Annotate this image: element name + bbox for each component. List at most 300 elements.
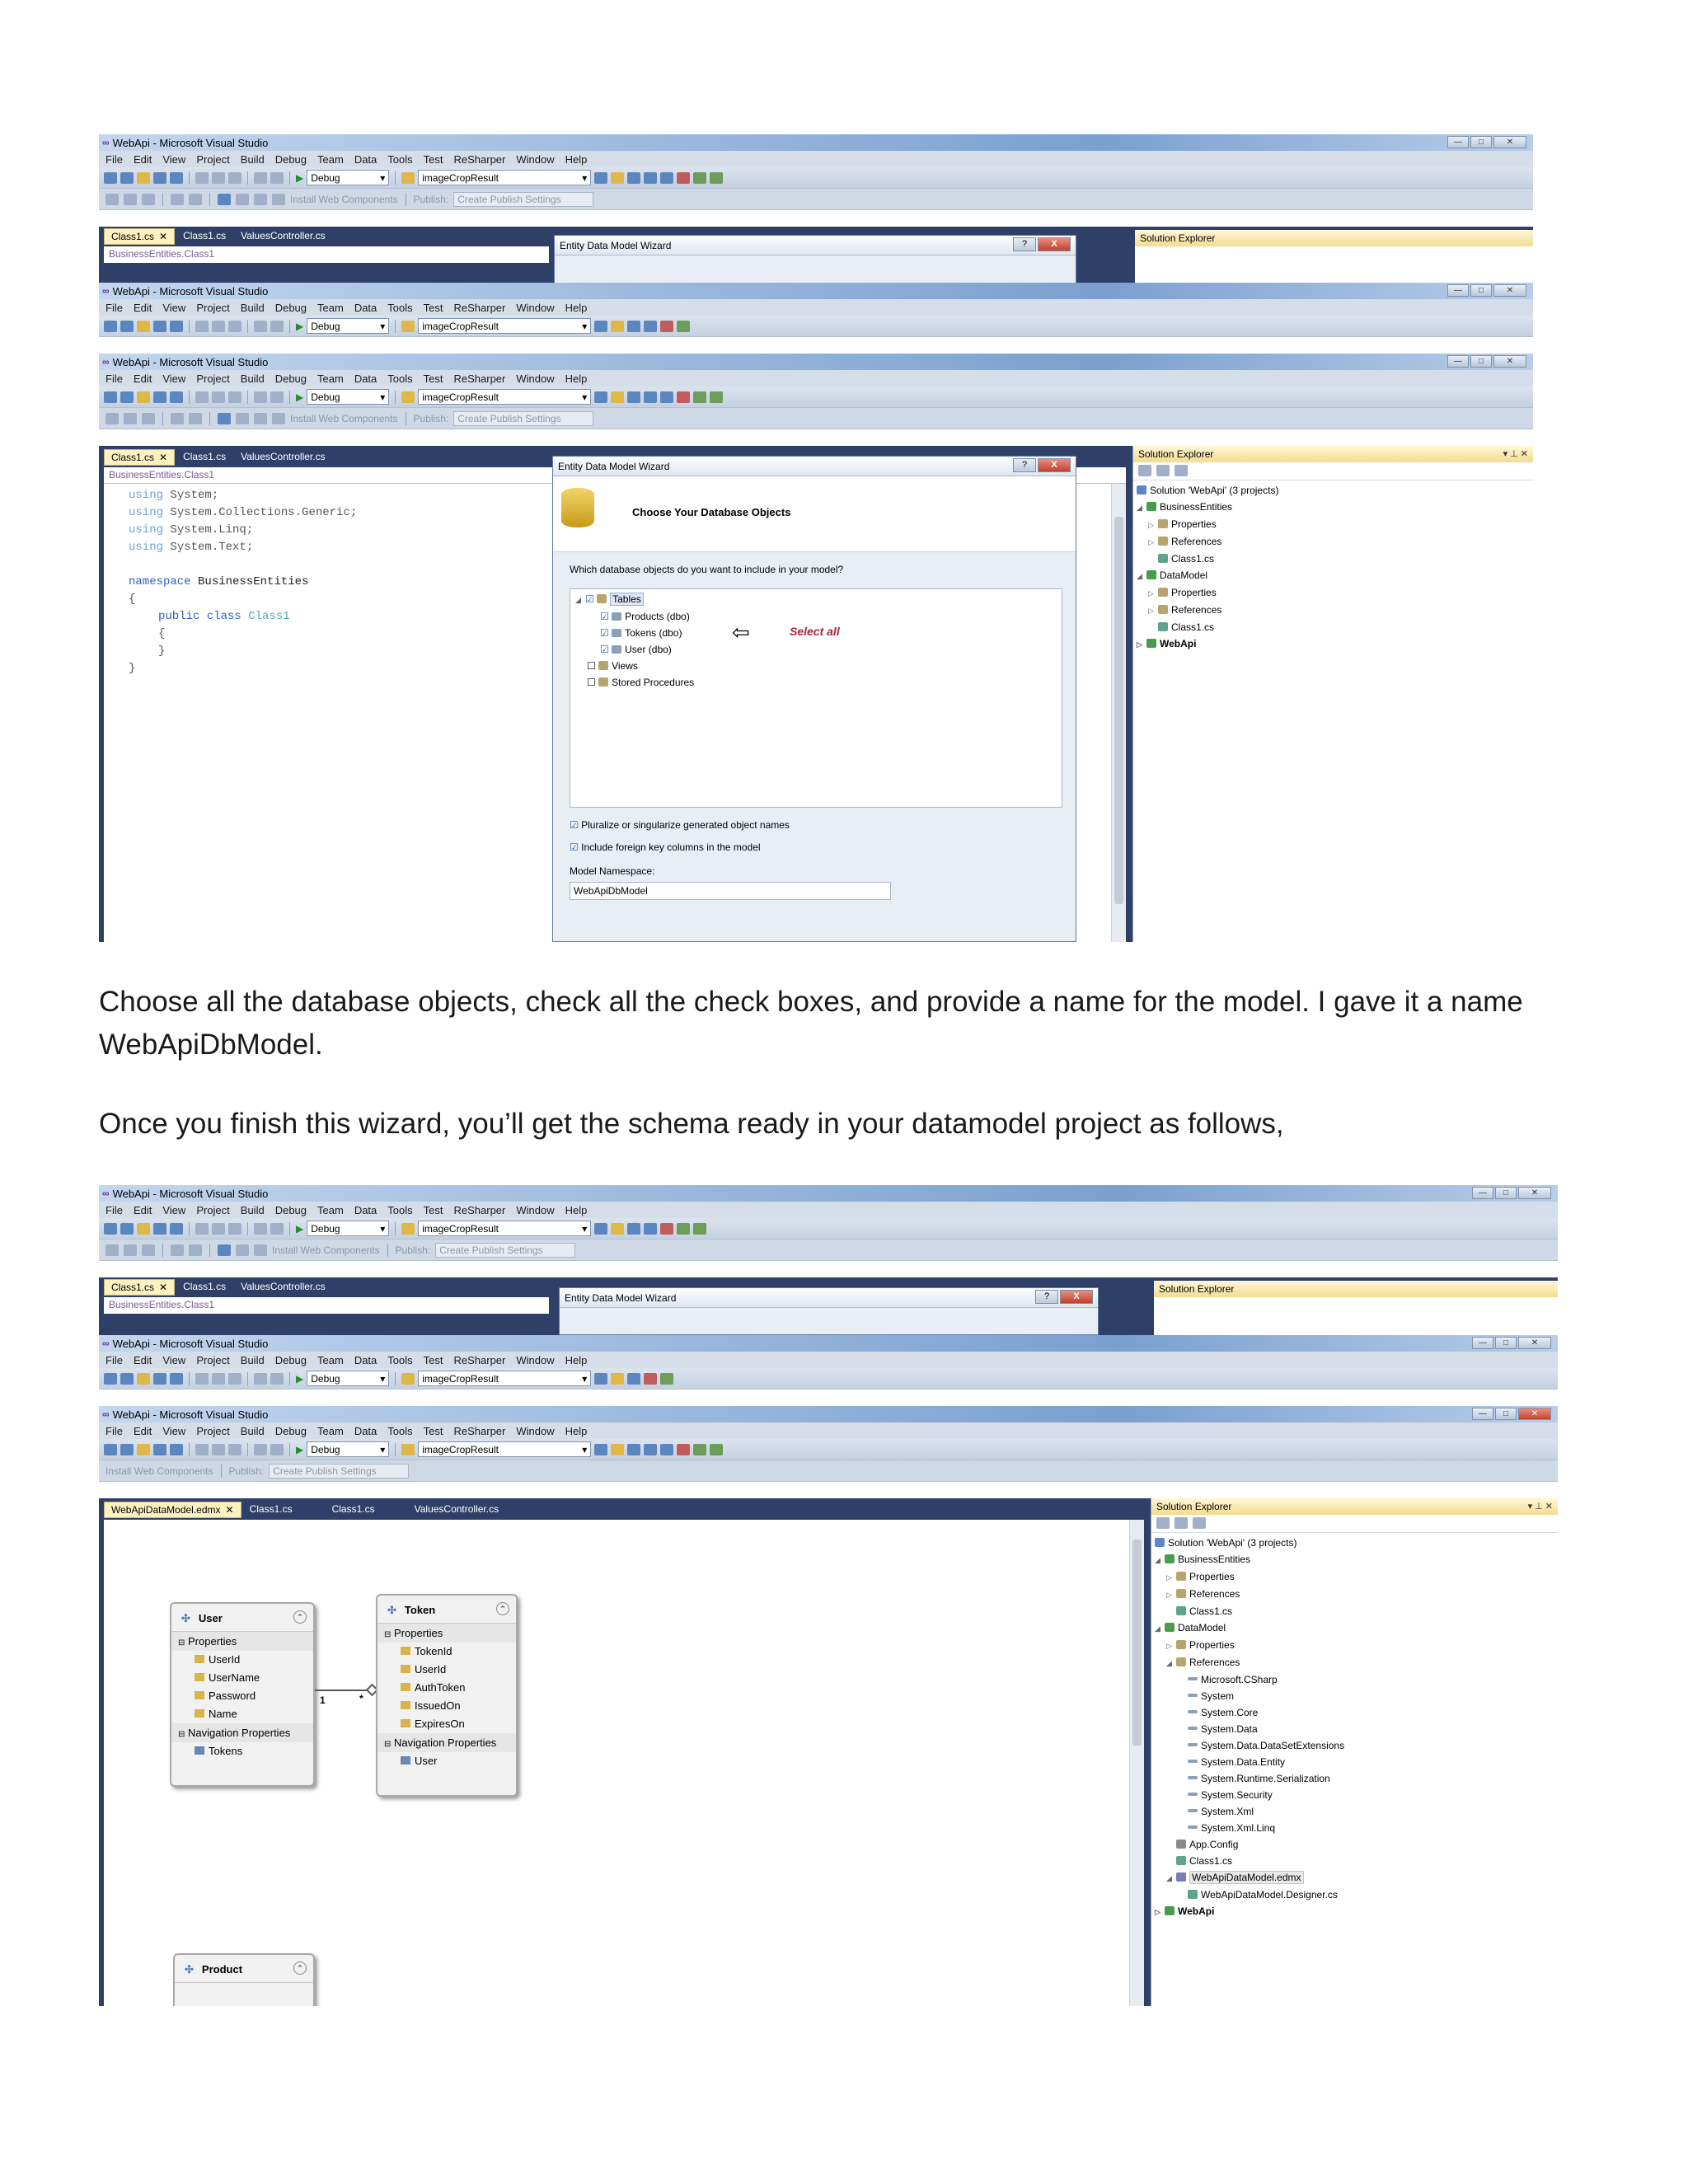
navigation-property[interactable]: User <box>377 1752 516 1770</box>
tab-class1-a[interactable]: Class1.cs ✕ <box>104 1279 175 1296</box>
toolbar-icon[interactable] <box>254 194 267 205</box>
menu-edit[interactable]: Edit <box>133 1424 152 1437</box>
menu-project[interactable]: Project <box>196 1353 230 1366</box>
menu-help[interactable]: Help <box>565 1353 588 1366</box>
menu-build[interactable]: Build <box>240 1353 265 1366</box>
close-button[interactable]: X <box>1060 1290 1093 1304</box>
tree-item[interactable]: ◢ BusinessEntities <box>1137 501 1233 513</box>
help-button[interactable]: ? <box>1035 1290 1058 1304</box>
menu-test[interactable]: Test <box>423 1353 443 1366</box>
toolbar-icon[interactable] <box>142 1244 155 1256</box>
toolbar-icon[interactable] <box>660 391 673 403</box>
menu-debug[interactable]: Debug <box>274 1353 307 1366</box>
toolbar-icon[interactable] <box>677 1223 690 1235</box>
entity-property[interactable]: ExpiresOn <box>377 1715 516 1733</box>
tree-item[interactable]: System.Data.DataSetExtensions <box>1155 1737 1554 1754</box>
find-icon[interactable] <box>401 1444 415 1455</box>
menu-file[interactable]: File <box>106 372 123 385</box>
add-item-icon[interactable] <box>120 172 134 184</box>
config-combo[interactable]: Debug ▾ <box>307 1221 389 1236</box>
new-project-icon[interactable] <box>104 321 117 332</box>
navigation-property[interactable]: Tokens <box>171 1742 313 1760</box>
toolbar-icon[interactable] <box>254 413 267 424</box>
publish-combo[interactable]: Create Publish Settings <box>269 1464 409 1479</box>
new-project-icon[interactable] <box>104 1373 117 1385</box>
find-icon[interactable] <box>401 172 415 184</box>
tree-item[interactable]: Class1.cs <box>1155 1603 1554 1619</box>
entity-property[interactable]: UserName <box>171 1669 313 1687</box>
close-button[interactable]: X <box>1038 237 1071 251</box>
redo-icon[interactable] <box>270 1223 284 1235</box>
minimize-button[interactable]: — <box>1447 284 1469 297</box>
pluralize-checkbox[interactable]: ☑ Pluralize or singularize generated object names <box>570 819 790 831</box>
collapse-icon[interactable]: ⌃ <box>496 1602 509 1615</box>
paste-icon[interactable] <box>228 321 241 332</box>
copy-icon[interactable] <box>212 321 225 332</box>
toolbar-icon[interactable] <box>611 1373 624 1385</box>
find-combo[interactable]: imageCropResult ▾ <box>418 318 591 334</box>
menu-build[interactable]: Build <box>240 1424 265 1437</box>
menu-window[interactable]: Window <box>516 301 555 314</box>
paste-icon[interactable] <box>228 1444 241 1455</box>
config-combo[interactable]: Debug ▾ <box>307 318 389 334</box>
menu-test[interactable]: Test <box>423 1203 443 1216</box>
toolbar-icon[interactable] <box>171 413 184 424</box>
menu-view[interactable]: View <box>162 1203 186 1216</box>
tab-values-controller[interactable]: ValuesController.cs <box>241 451 326 462</box>
tab-class1-b[interactable]: Class1.cs <box>183 230 227 241</box>
menu-test[interactable]: Test <box>423 152 443 166</box>
toolbar-icon[interactable] <box>594 172 607 184</box>
menu-file[interactable]: File <box>106 1353 123 1366</box>
add-item-icon[interactable] <box>120 321 134 332</box>
undo-icon[interactable] <box>254 1223 267 1235</box>
menu-resharper[interactable]: ReSharper <box>453 152 506 166</box>
menu-data[interactable]: Data <box>354 372 377 385</box>
publish-combo[interactable]: Create Publish Settings <box>453 192 593 207</box>
minimize-button[interactable]: — <box>1472 1187 1493 1199</box>
tree-item[interactable]: ▷ References <box>1166 1588 1240 1600</box>
maximize-button[interactable]: □ <box>1495 1408 1517 1420</box>
pin-icon[interactable]: ▾ ⊥ ✕ <box>1527 1502 1553 1511</box>
toolbar-icon[interactable] <box>693 172 706 184</box>
toolbar-icon[interactable] <box>677 1444 690 1455</box>
menu-tools[interactable]: Tools <box>387 301 413 314</box>
menu-team[interactable]: Team <box>317 152 344 166</box>
toolbar-icon[interactable] <box>627 172 640 184</box>
config-combo[interactable]: Debug ▾ <box>307 1371 389 1386</box>
menu-resharper[interactable]: ReSharper <box>453 372 506 385</box>
toolbar-icon[interactable] <box>594 1223 607 1235</box>
menu-tools[interactable]: Tools <box>387 1424 413 1437</box>
tree-products[interactable]: Products (dbo) <box>625 611 690 622</box>
entity-property[interactable]: Password <box>171 1687 313 1705</box>
entity-property[interactable]: AuthToken <box>377 1679 516 1697</box>
paste-icon[interactable] <box>228 172 241 184</box>
toolbar-icon[interactable] <box>236 1244 249 1256</box>
menu-debug[interactable]: Debug <box>274 1203 307 1216</box>
collapse-icon[interactable]: ⌃ <box>293 1610 307 1624</box>
menu-tools[interactable]: Tools <box>387 152 413 166</box>
menu-help[interactable]: Help <box>565 301 588 314</box>
undo-icon[interactable] <box>254 1444 267 1455</box>
toolbar-icon[interactable] <box>189 194 202 205</box>
menu-project[interactable]: Project <box>196 1203 230 1216</box>
tree-item[interactable]: System.Xml <box>1155 1803 1554 1820</box>
toolbar-icon[interactable] <box>644 1223 657 1235</box>
start-debug-icon[interactable]: ▶ <box>296 1443 304 1455</box>
tree-item[interactable]: Class1.cs <box>1137 619 1530 635</box>
menu-view[interactable]: View <box>162 301 186 314</box>
entity-token[interactable] <box>376 1594 518 1797</box>
refresh-icon[interactable] <box>1193 1517 1206 1529</box>
menu-help[interactable]: Help <box>565 1203 588 1216</box>
toolbar-icon[interactable] <box>189 413 202 424</box>
collapse-icon[interactable]: ⌃ <box>293 1961 307 1975</box>
tree-item[interactable]: Solution 'WebApi' (3 projects) <box>1137 482 1530 499</box>
tree-item[interactable]: ◢ References <box>1166 1657 1240 1668</box>
copy-icon[interactable] <box>212 1223 225 1235</box>
tab-class1-a[interactable]: Class1.cs <box>249 1503 293 1515</box>
find-icon[interactable] <box>401 391 415 403</box>
toolbar-icon[interactable] <box>611 172 624 184</box>
save-all-icon[interactable] <box>170 172 183 184</box>
copy-icon[interactable] <box>212 172 225 184</box>
menu-team[interactable]: Team <box>317 1203 344 1216</box>
tree-item[interactable]: System <box>1155 1688 1554 1704</box>
edmx-designer[interactable] <box>104 1520 1144 2006</box>
toolbar-icon[interactable] <box>693 1223 706 1235</box>
install-web-components[interactable]: Install Web Components <box>290 412 398 424</box>
toolbar-icon[interactable] <box>106 413 119 424</box>
tree-item[interactable]: ▷ References <box>1148 604 1222 616</box>
toolbar-icon[interactable] <box>627 391 640 403</box>
toolbar-icon[interactable] <box>124 1244 137 1256</box>
paste-icon[interactable] <box>228 1223 241 1235</box>
menu-window[interactable]: Window <box>516 1203 555 1216</box>
tab-class1-b[interactable]: Class1.cs <box>183 1281 227 1292</box>
toolbar-icon[interactable] <box>644 321 657 332</box>
toolbar-icon[interactable] <box>611 391 624 403</box>
tree-item[interactable]: ◢ BusinessEntities <box>1155 1554 1251 1565</box>
tree-item[interactable]: WebApiDataModel.Designer.cs <box>1155 1886 1554 1903</box>
paste-icon[interactable] <box>228 391 241 403</box>
toolbar-icon[interactable] <box>660 321 673 332</box>
toolbar-icon[interactable] <box>171 1244 184 1256</box>
toolbar-icon[interactable] <box>106 194 119 205</box>
menu-data[interactable]: Data <box>354 1353 377 1366</box>
tree-item[interactable]: System.Data.Entity <box>1155 1754 1554 1770</box>
save-all-icon[interactable] <box>170 1444 183 1455</box>
undo-icon[interactable] <box>254 1373 267 1385</box>
menu-data[interactable]: Data <box>354 152 377 166</box>
pin-icon[interactable]: ▾ ⊥ ✕ <box>1503 449 1528 459</box>
close-window-button[interactable]: ✕ <box>1518 1408 1551 1420</box>
menu-help[interactable]: Help <box>565 372 588 385</box>
maximize-button[interactable]: □ <box>1470 284 1492 297</box>
refresh-icon[interactable] <box>1175 465 1188 476</box>
new-project-icon[interactable] <box>104 172 117 184</box>
open-icon[interactable] <box>137 321 150 332</box>
close-window-button[interactable]: ✕ <box>1518 1337 1551 1349</box>
menu-build[interactable]: Build <box>240 1203 265 1216</box>
new-project-icon[interactable] <box>104 1223 117 1235</box>
menu-test[interactable]: Test <box>423 372 443 385</box>
menu-data[interactable]: Data <box>354 1203 377 1216</box>
menu-build[interactable]: Build <box>240 301 265 314</box>
toolbar-icon[interactable] <box>236 413 249 424</box>
open-icon[interactable] <box>137 172 150 184</box>
tree-item[interactable]: System.Runtime.Serialization <box>1155 1770 1554 1787</box>
menu-view[interactable]: View <box>162 152 186 166</box>
tree-views[interactable]: Views <box>612 660 638 672</box>
add-item-icon[interactable] <box>120 1223 134 1235</box>
redo-icon[interactable] <box>270 1373 284 1385</box>
entity-property[interactable]: UserId <box>377 1661 516 1679</box>
new-project-icon[interactable] <box>104 1444 117 1455</box>
cut-icon[interactable] <box>195 172 209 184</box>
menu-tools[interactable]: Tools <box>387 1353 413 1366</box>
tree-item[interactable]: App.Config <box>1155 1836 1554 1853</box>
open-icon[interactable] <box>137 1373 150 1385</box>
cut-icon[interactable] <box>195 1223 209 1235</box>
toolbar-icon[interactable] <box>272 413 285 424</box>
toolbar-icon[interactable] <box>644 172 657 184</box>
maximize-button[interactable]: □ <box>1470 136 1492 148</box>
publish-combo[interactable]: Create Publish Settings <box>453 411 593 426</box>
find-combo[interactable]: imageCropResult ▾ <box>418 389 591 405</box>
toolbar-icon[interactable] <box>660 1444 673 1455</box>
cut-icon[interactable] <box>195 1444 209 1455</box>
tree-item[interactable]: Solution 'WebApi' (3 projects) <box>1155 1535 1554 1551</box>
toolbar-icon[interactable] <box>627 1223 640 1235</box>
maximize-button[interactable]: □ <box>1495 1337 1517 1349</box>
menu-help[interactable]: Help <box>565 1424 588 1437</box>
tree-item[interactable]: ▷ WebApi <box>1137 638 1197 649</box>
menu-resharper[interactable]: ReSharper <box>453 1203 506 1216</box>
tab-values-controller[interactable]: ValuesController.cs <box>414 1503 499 1515</box>
menu-file[interactable]: File <box>106 1424 123 1437</box>
config-combo[interactable]: Debug ▾ <box>307 170 389 185</box>
copy-icon[interactable] <box>212 1444 225 1455</box>
menu-project[interactable]: Project <box>196 301 230 314</box>
menu-debug[interactable]: Debug <box>274 301 307 314</box>
tree-item[interactable]: System.Xml.Linq <box>1155 1820 1554 1836</box>
tree-item[interactable]: ◢ DataModel <box>1137 569 1208 581</box>
toolbar-icon[interactable] <box>677 172 690 184</box>
nav-combo[interactable]: BusinessEntities.Class1 <box>104 467 1126 484</box>
toolbar-icon[interactable] <box>611 1223 624 1235</box>
undo-icon[interactable] <box>254 391 267 403</box>
toolbar-icon[interactable] <box>272 194 285 205</box>
tree-item[interactable]: ▷ Properties <box>1166 1639 1235 1651</box>
tab-values-controller[interactable]: ValuesController.cs <box>241 1281 326 1292</box>
save-icon[interactable] <box>153 1373 166 1385</box>
maximize-button[interactable]: □ <box>1470 355 1492 368</box>
menu-file[interactable]: File <box>106 1203 123 1216</box>
find-icon[interactable] <box>401 1373 415 1385</box>
help-button[interactable]: ? <box>1013 458 1036 472</box>
menu-window[interactable]: Window <box>516 372 555 385</box>
menu-debug[interactable]: Debug <box>274 372 307 385</box>
entity-user[interactable] <box>170 1602 315 1787</box>
menu-file[interactable]: File <box>106 152 123 166</box>
nav-combo[interactable]: BusinessEntities.Class1 <box>104 1297 549 1314</box>
close-window-button[interactable]: ✕ <box>1518 1187 1551 1199</box>
new-project-icon[interactable] <box>104 391 117 403</box>
copy-icon[interactable] <box>212 1373 225 1385</box>
toolbar-icon[interactable] <box>660 1223 673 1235</box>
install-web-components[interactable]: Install Web Components <box>272 1244 380 1256</box>
toolbar-icon[interactable] <box>627 321 640 332</box>
tree-stored-procedures[interactable]: Stored Procedures <box>612 677 695 688</box>
toolbar-icon[interactable] <box>124 413 137 424</box>
redo-icon[interactable] <box>270 321 284 332</box>
install-web-components[interactable]: Install Web Components <box>290 193 398 205</box>
toolbar-icon[interactable] <box>611 321 624 332</box>
nav-combo[interactable]: BusinessEntities.Class1 <box>104 246 549 263</box>
publish-combo[interactable]: Create Publish Settings <box>435 1243 575 1258</box>
toolbar-icon[interactable] <box>710 1444 723 1455</box>
copy-icon[interactable] <box>212 391 225 403</box>
redo-icon[interactable] <box>270 172 284 184</box>
save-all-icon[interactable] <box>170 391 183 403</box>
tree-item[interactable]: ◢ WebApiDataModel.edmx <box>1155 1869 1554 1886</box>
find-combo[interactable]: imageCropResult ▾ <box>418 170 591 185</box>
add-item-icon[interactable] <box>120 391 134 403</box>
toolbar-icon[interactable] <box>218 413 231 424</box>
toolbar-icon[interactable] <box>677 391 690 403</box>
open-icon[interactable] <box>137 1223 150 1235</box>
menu-tools[interactable]: Tools <box>387 1203 413 1216</box>
toolbar-icon[interactable] <box>254 1244 267 1256</box>
menu-view[interactable]: View <box>162 1424 186 1437</box>
help-button[interactable]: ? <box>1013 237 1036 251</box>
menu-team[interactable]: Team <box>317 372 344 385</box>
tree-user[interactable]: User (dbo) <box>625 644 672 655</box>
properties-icon[interactable] <box>1156 1517 1170 1529</box>
entity-property[interactable]: Name <box>171 1705 313 1723</box>
save-all-icon[interactable] <box>170 1223 183 1235</box>
association-line[interactable] <box>315 1690 373 1691</box>
cut-icon[interactable] <box>195 1373 209 1385</box>
menu-edit[interactable]: Edit <box>133 372 152 385</box>
toolbar-icon[interactable] <box>677 321 690 332</box>
find-combo[interactable]: imageCropResult ▾ <box>418 1221 591 1236</box>
menu-project[interactable]: Project <box>196 152 230 166</box>
toolbar-icon[interactable] <box>644 1373 657 1385</box>
start-debug-icon[interactable]: ▶ <box>296 320 304 332</box>
find-icon[interactable] <box>401 321 415 332</box>
toolbar-icon[interactable] <box>627 1373 640 1385</box>
close-button[interactable]: X <box>1038 458 1071 472</box>
tree-item[interactable]: Class1.cs <box>1155 1853 1554 1869</box>
menu-resharper[interactable]: ReSharper <box>453 301 506 314</box>
toolbar-icon[interactable] <box>594 1373 607 1385</box>
tree-tokens[interactable]: Tokens (dbo) <box>625 627 682 639</box>
toolbar-icon[interactable] <box>106 1244 119 1256</box>
toolbar-icon[interactable] <box>693 1444 706 1455</box>
start-debug-icon[interactable]: ▶ <box>296 391 304 403</box>
toolbar-icon[interactable] <box>218 1244 231 1256</box>
toolbar-icon[interactable] <box>644 391 657 403</box>
save-all-icon[interactable] <box>170 1373 183 1385</box>
tree-item[interactable]: System.Data <box>1155 1721 1554 1737</box>
add-item-icon[interactable] <box>120 1373 134 1385</box>
menu-view[interactable]: View <box>162 1353 186 1366</box>
entity-product[interactable] <box>173 1953 315 2006</box>
paste-icon[interactable] <box>228 1373 241 1385</box>
start-debug-icon[interactable]: ▶ <box>296 1372 304 1385</box>
undo-icon[interactable] <box>254 172 267 184</box>
config-combo[interactable]: Debug ▾ <box>307 1441 389 1457</box>
menu-team[interactable]: Team <box>317 1424 344 1437</box>
add-item-icon[interactable] <box>120 1444 134 1455</box>
menu-build[interactable]: Build <box>240 152 265 166</box>
menu-window[interactable]: Window <box>516 1353 555 1366</box>
tab-class1-b[interactable]: Class1.cs <box>331 1503 375 1515</box>
start-debug-icon[interactable]: ▶ <box>296 171 304 184</box>
minimize-button[interactable]: — <box>1447 355 1469 368</box>
menu-tools[interactable]: Tools <box>387 372 413 385</box>
tree-item[interactable]: System.Core <box>1155 1704 1554 1721</box>
menu-debug[interactable]: Debug <box>274 152 307 166</box>
open-icon[interactable] <box>137 1444 150 1455</box>
toolbar-icon[interactable] <box>710 172 723 184</box>
open-icon[interactable] <box>137 391 150 403</box>
redo-icon[interactable] <box>270 391 284 403</box>
menu-build[interactable]: Build <box>240 372 265 385</box>
properties-icon[interactable] <box>1138 465 1151 476</box>
close-window-button[interactable]: ✕ <box>1493 284 1526 297</box>
menu-edit[interactable]: Edit <box>133 1203 152 1216</box>
toolbar-icon[interactable] <box>660 172 673 184</box>
toolbar-icon[interactable] <box>236 194 249 205</box>
toolbar-icon[interactable] <box>611 1444 624 1455</box>
menu-team[interactable]: Team <box>317 1353 344 1366</box>
toolbar-icon[interactable] <box>218 194 231 205</box>
menu-data[interactable]: Data <box>354 1424 377 1437</box>
close-window-button[interactable]: ✕ <box>1493 355 1526 368</box>
menu-test[interactable]: Test <box>423 301 443 314</box>
config-combo[interactable]: Debug ▾ <box>307 389 389 405</box>
toolbar-icon[interactable] <box>594 391 607 403</box>
undo-icon[interactable] <box>254 321 267 332</box>
entity-property[interactable]: IssuedOn <box>377 1697 516 1715</box>
tree-item[interactable]: ◢ DataModel <box>1155 1622 1226 1633</box>
menu-project[interactable]: Project <box>196 372 230 385</box>
tree-item[interactable]: ▷ WebApi <box>1155 1905 1215 1917</box>
foreign-keys-checkbox[interactable]: ☑ Include foreign key columns in the model <box>570 841 761 853</box>
entity-property[interactable]: UserId <box>171 1651 313 1669</box>
entity-property[interactable]: TokenId <box>377 1643 516 1661</box>
tree-tables[interactable]: Tables <box>610 593 644 606</box>
menu-edit[interactable]: Edit <box>133 152 152 166</box>
save-icon[interactable] <box>153 172 166 184</box>
save-icon[interactable] <box>153 391 166 403</box>
tab-class1-a[interactable]: Class1.cs ✕ <box>104 228 175 245</box>
minimize-button[interactable]: — <box>1472 1408 1493 1420</box>
tree-item[interactable]: ▷ Properties <box>1166 1571 1235 1582</box>
menu-team[interactable]: Team <box>317 301 344 314</box>
menu-data[interactable]: Data <box>354 301 377 314</box>
redo-icon[interactable] <box>270 1444 284 1455</box>
tree-item[interactable]: ▷ Properties <box>1148 518 1217 530</box>
toolbar-icon[interactable] <box>142 413 155 424</box>
menu-window[interactable]: Window <box>516 1424 555 1437</box>
save-icon[interactable] <box>153 321 166 332</box>
menu-project[interactable]: Project <box>196 1424 230 1437</box>
